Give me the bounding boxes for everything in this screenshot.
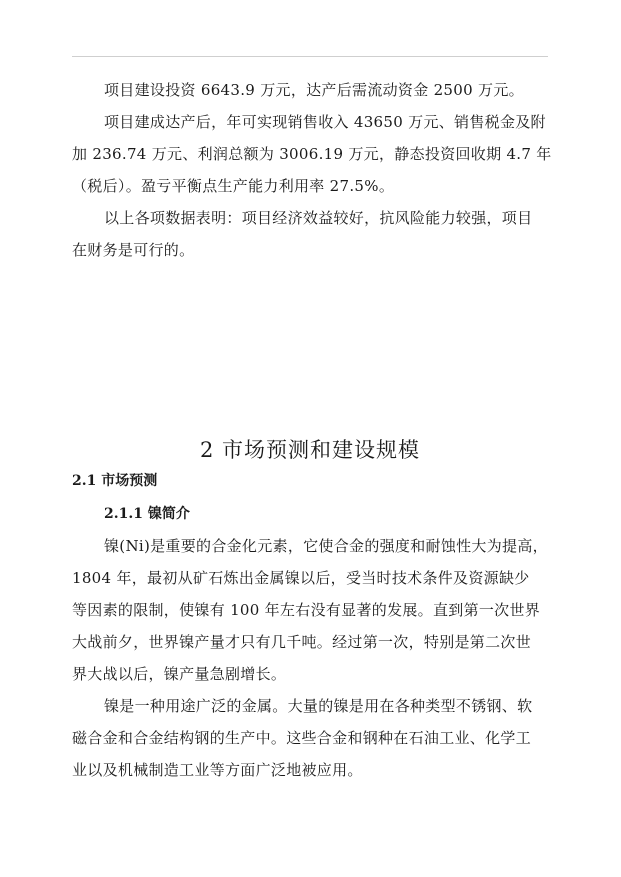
text-line: 业以及机械制造工业等方面广泛地被应用。 — [72, 761, 363, 779]
text-line: 项目建设投资 6643.9 万元，达产后需流动资金 2500 万元。 — [104, 81, 524, 99]
text-line: 项目建成达产后，年可实现销售收入 43650 万元、销售税金及附 — [104, 113, 546, 131]
bottom-text-block — [72, 530, 548, 786]
text-line: （税后）。盈亏平衡点生产能力利用率 27.5%。 — [72, 177, 395, 195]
text-line: 镍是一种用途广泛的金属。大量的镍是用在各种类型不锈钢、软 — [104, 697, 533, 715]
subsection-title: 2.1.1 镍简介 — [104, 506, 190, 522]
paragraph-nickel-uses — [72, 690, 548, 786]
paragraph-revenue — [72, 106, 552, 202]
text-line: 加 236.74 万元、利润总额为 3006.19 万元，静态投资回收期 4.7 年 — [72, 145, 552, 163]
text-line: 以上各项数据表明：项目经济效益较好，抗风险能力较强，项目 — [104, 209, 533, 227]
text-line: 1804 年，最初从矿石炼出金属镍以后，受当时技术条件及资源缺少 — [72, 569, 530, 587]
section-title: 2.1 市场预测 — [72, 473, 158, 489]
text-line: 等因素的限制，使镍有 100 年左右没有显著的发展。直到第一次世界 — [72, 601, 541, 619]
chapter-title: 2 市场预测和建设规模 — [199, 438, 421, 462]
text-line: 界大战以后，镍产量急剧增长。 — [72, 665, 287, 683]
top-text-block — [72, 74, 552, 266]
paragraph-nickel-history — [72, 530, 548, 690]
header-rule — [72, 56, 548, 57]
text-line: 镍(Ni)是重要的合金化元素，它使合金的强度和耐蚀性大为提高， — [104, 537, 548, 555]
paragraph-investment — [72, 74, 548, 106]
text-line: 在财务是可行的。 — [72, 241, 195, 259]
paragraph-conclusion — [72, 202, 548, 266]
text-line: 磁合金和合金结构钢的生产中。这些合金和钢种在石油工业、化学工 — [72, 729, 532, 747]
text-line: 大战前夕，世界镍产量才只有几千吨。经过第一次，特别是第二次世 — [72, 633, 532, 651]
